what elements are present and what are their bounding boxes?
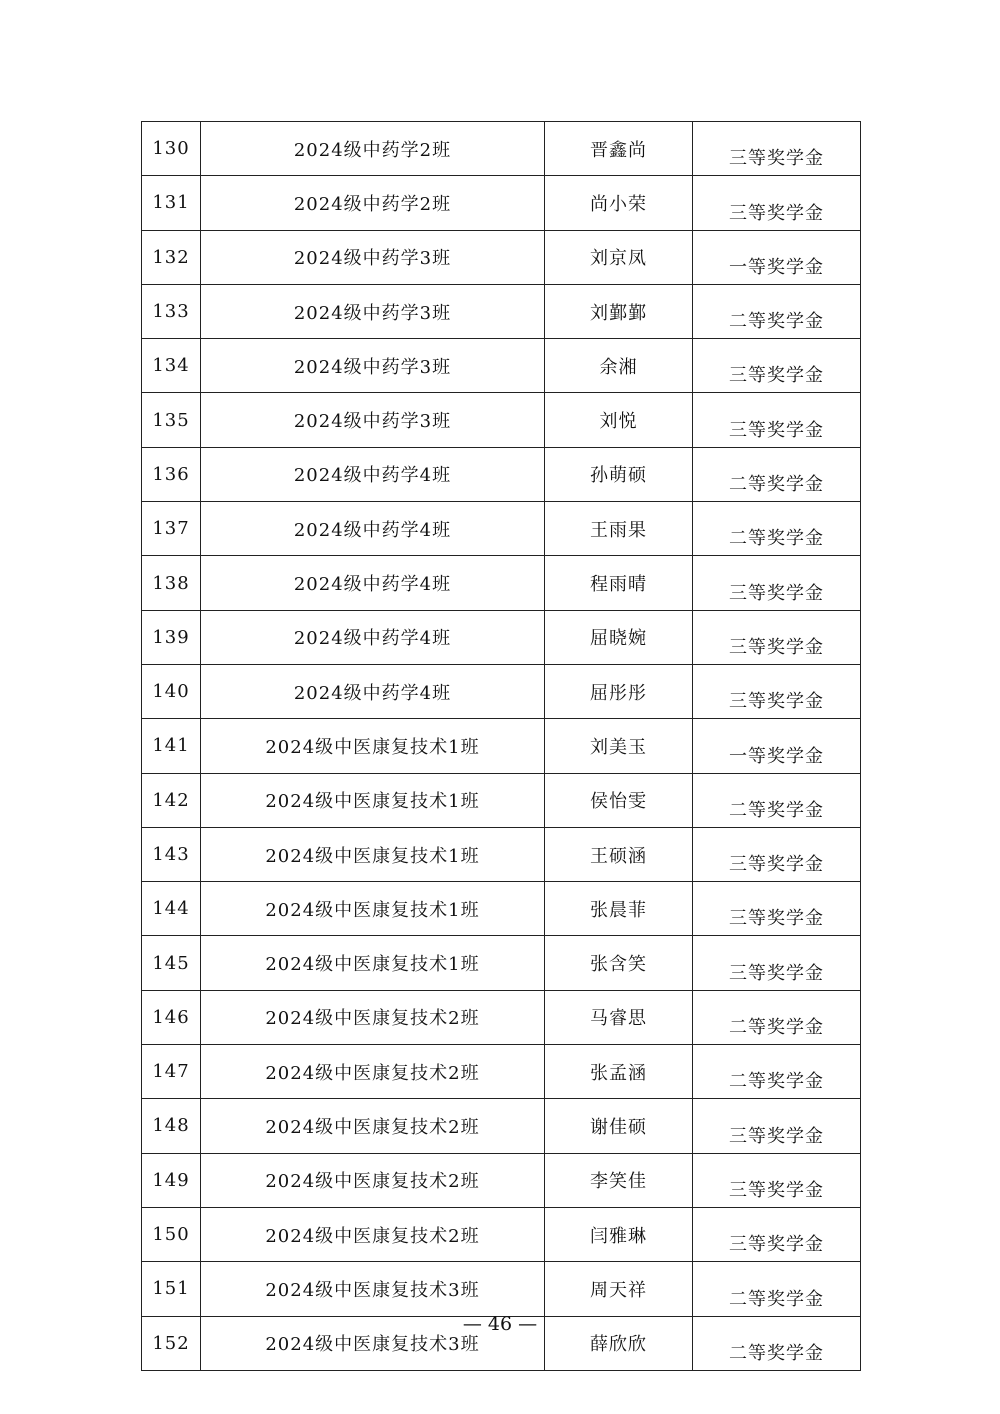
class-name-cell: 2024级中药学3班 <box>201 393 545 447</box>
table-row <box>142 339 861 393</box>
student-name-cell: 周天祥 <box>545 1262 693 1316</box>
table-row <box>142 773 861 827</box>
row-number-cell: 138 <box>142 556 201 610</box>
class-name-cell: 2024级中药学4班 <box>201 502 545 556</box>
class-name-cell: 2024级中医康复技术1班 <box>201 827 545 881</box>
award-level-cell: 二等奖学金 <box>693 447 861 501</box>
table-row <box>142 610 861 664</box>
award-level-cell: 三等奖学金 <box>693 1153 861 1207</box>
class-name-cell: 2024级中药学3班 <box>201 230 545 284</box>
student-name-cell: 侯怡雯 <box>545 773 693 827</box>
row-number-cell: 144 <box>142 882 201 936</box>
student-name-cell: 张晨菲 <box>545 882 693 936</box>
class-name-cell: 2024级中医康复技术1班 <box>201 773 545 827</box>
row-number-cell: 131 <box>142 176 201 230</box>
class-name-cell: 2024级中医康复技术2班 <box>201 990 545 1044</box>
class-name-cell: 2024级中医康复技术2班 <box>201 1153 545 1207</box>
student-name-cell: 程雨晴 <box>545 556 693 610</box>
class-name-cell: 2024级中药学3班 <box>201 339 545 393</box>
award-level-cell: 三等奖学金 <box>693 1207 861 1261</box>
row-number-cell: 151 <box>142 1262 201 1316</box>
table-row <box>142 882 861 936</box>
table-row <box>142 230 861 284</box>
row-number-cell: 139 <box>142 610 201 664</box>
row-number-cell: 137 <box>142 502 201 556</box>
student-name-cell: 尚小荣 <box>545 176 693 230</box>
student-name-cell: 孙萌硕 <box>545 447 693 501</box>
row-number-cell: 150 <box>142 1207 201 1261</box>
table-row <box>142 556 861 610</box>
award-level-cell: 二等奖学金 <box>693 284 861 338</box>
row-number-cell: 146 <box>142 990 201 1044</box>
row-number-cell: 140 <box>142 664 201 718</box>
student-name-cell: 刘京凤 <box>545 230 693 284</box>
student-name-cell: 张孟涵 <box>545 1045 693 1099</box>
student-name-cell: 屈晓婉 <box>545 610 693 664</box>
student-name-cell: 刘鄞鄞 <box>545 284 693 338</box>
class-name-cell: 2024级中医康复技术1班 <box>201 882 545 936</box>
row-number-cell: 148 <box>142 1099 201 1153</box>
student-name-cell: 张含笑 <box>545 936 693 990</box>
table-row <box>142 1262 861 1316</box>
award-level-cell: 三等奖学金 <box>693 827 861 881</box>
table-row <box>142 176 861 230</box>
class-name-cell: 2024级中医康复技术2班 <box>201 1207 545 1261</box>
class-name-cell: 2024级中医康复技术1班 <box>201 936 545 990</box>
row-number-cell: 149 <box>142 1153 201 1207</box>
table-row <box>142 122 861 176</box>
student-name-cell: 谢佳硕 <box>545 1099 693 1153</box>
table-row <box>142 1099 861 1153</box>
page-number: — 46 — <box>462 1313 538 1335</box>
class-name-cell: 2024级中药学2班 <box>201 176 545 230</box>
row-number-cell: 133 <box>142 284 201 338</box>
award-level-cell: 三等奖学金 <box>693 1099 861 1153</box>
row-number-cell: 141 <box>142 719 201 773</box>
award-level-cell: 三等奖学金 <box>693 393 861 447</box>
class-name-cell: 2024级中药学2班 <box>201 122 545 176</box>
table-row <box>142 1045 861 1099</box>
student-name-cell: 闫雅琳 <box>545 1207 693 1261</box>
row-number-cell: 136 <box>142 447 201 501</box>
row-number-cell: 142 <box>142 773 201 827</box>
table-row <box>142 719 861 773</box>
award-level-cell: 二等奖学金 <box>693 1045 861 1099</box>
table-row <box>142 827 861 881</box>
award-level-cell: 三等奖学金 <box>693 122 861 176</box>
award-level-cell: 二等奖学金 <box>693 773 861 827</box>
table-row <box>142 393 861 447</box>
class-name-cell: 2024级中医康复技术3班 <box>201 1262 545 1316</box>
scholarship-table <box>141 121 861 1371</box>
row-number-cell: 135 <box>142 393 201 447</box>
row-number-cell: 134 <box>142 339 201 393</box>
table-row <box>142 284 861 338</box>
scholarship-table-body <box>142 122 861 1371</box>
student-name-cell: 余湘 <box>545 339 693 393</box>
row-number-cell: 143 <box>142 827 201 881</box>
award-level-cell: 三等奖学金 <box>693 339 861 393</box>
award-level-cell: 二等奖学金 <box>693 1316 861 1370</box>
class-name-cell: 2024级中医康复技术3班 <box>201 1316 545 1370</box>
row-number-cell: 152 <box>142 1316 201 1370</box>
table-row <box>142 990 861 1044</box>
class-name-cell: 2024级中药学4班 <box>201 664 545 718</box>
award-level-cell: 三等奖学金 <box>693 176 861 230</box>
award-level-cell: 三等奖学金 <box>693 664 861 718</box>
student-name-cell: 王硕涵 <box>545 827 693 881</box>
student-name-cell: 王雨果 <box>545 502 693 556</box>
student-name-cell: 刘美玉 <box>545 719 693 773</box>
student-name-cell: 屈彤彤 <box>545 664 693 718</box>
award-level-cell: 二等奖学金 <box>693 1262 861 1316</box>
row-number-cell: 147 <box>142 1045 201 1099</box>
student-name-cell: 晋鑫尚 <box>545 122 693 176</box>
award-level-cell: 三等奖学金 <box>693 882 861 936</box>
award-level-cell: 一等奖学金 <box>693 230 861 284</box>
student-name-cell: 刘悦 <box>545 393 693 447</box>
row-number-cell: 145 <box>142 936 201 990</box>
class-name-cell: 2024级中医康复技术2班 <box>201 1099 545 1153</box>
award-level-cell: 二等奖学金 <box>693 990 861 1044</box>
student-name-cell: 李笑佳 <box>545 1153 693 1207</box>
class-name-cell: 2024级中医康复技术1班 <box>201 719 545 773</box>
class-name-cell: 2024级中医康复技术2班 <box>201 1045 545 1099</box>
table-row <box>142 447 861 501</box>
award-level-cell: 二等奖学金 <box>693 502 861 556</box>
student-name-cell: 马睿思 <box>545 990 693 1044</box>
award-level-cell: 三等奖学金 <box>693 556 861 610</box>
class-name-cell: 2024级中药学3班 <box>201 284 545 338</box>
row-number-cell: 132 <box>142 230 201 284</box>
table-row <box>142 502 861 556</box>
class-name-cell: 2024级中药学4班 <box>201 447 545 501</box>
class-name-cell: 2024级中药学4班 <box>201 610 545 664</box>
table-row <box>142 936 861 990</box>
row-number-cell: 130 <box>142 122 201 176</box>
award-level-cell: 三等奖学金 <box>693 610 861 664</box>
student-name-cell: 薛欣欣 <box>545 1316 693 1370</box>
award-level-cell: 一等奖学金 <box>693 719 861 773</box>
table-row <box>142 1153 861 1207</box>
class-name-cell: 2024级中药学4班 <box>201 556 545 610</box>
table-row <box>142 1207 861 1261</box>
table-row <box>142 664 861 718</box>
award-level-cell: 三等奖学金 <box>693 936 861 990</box>
